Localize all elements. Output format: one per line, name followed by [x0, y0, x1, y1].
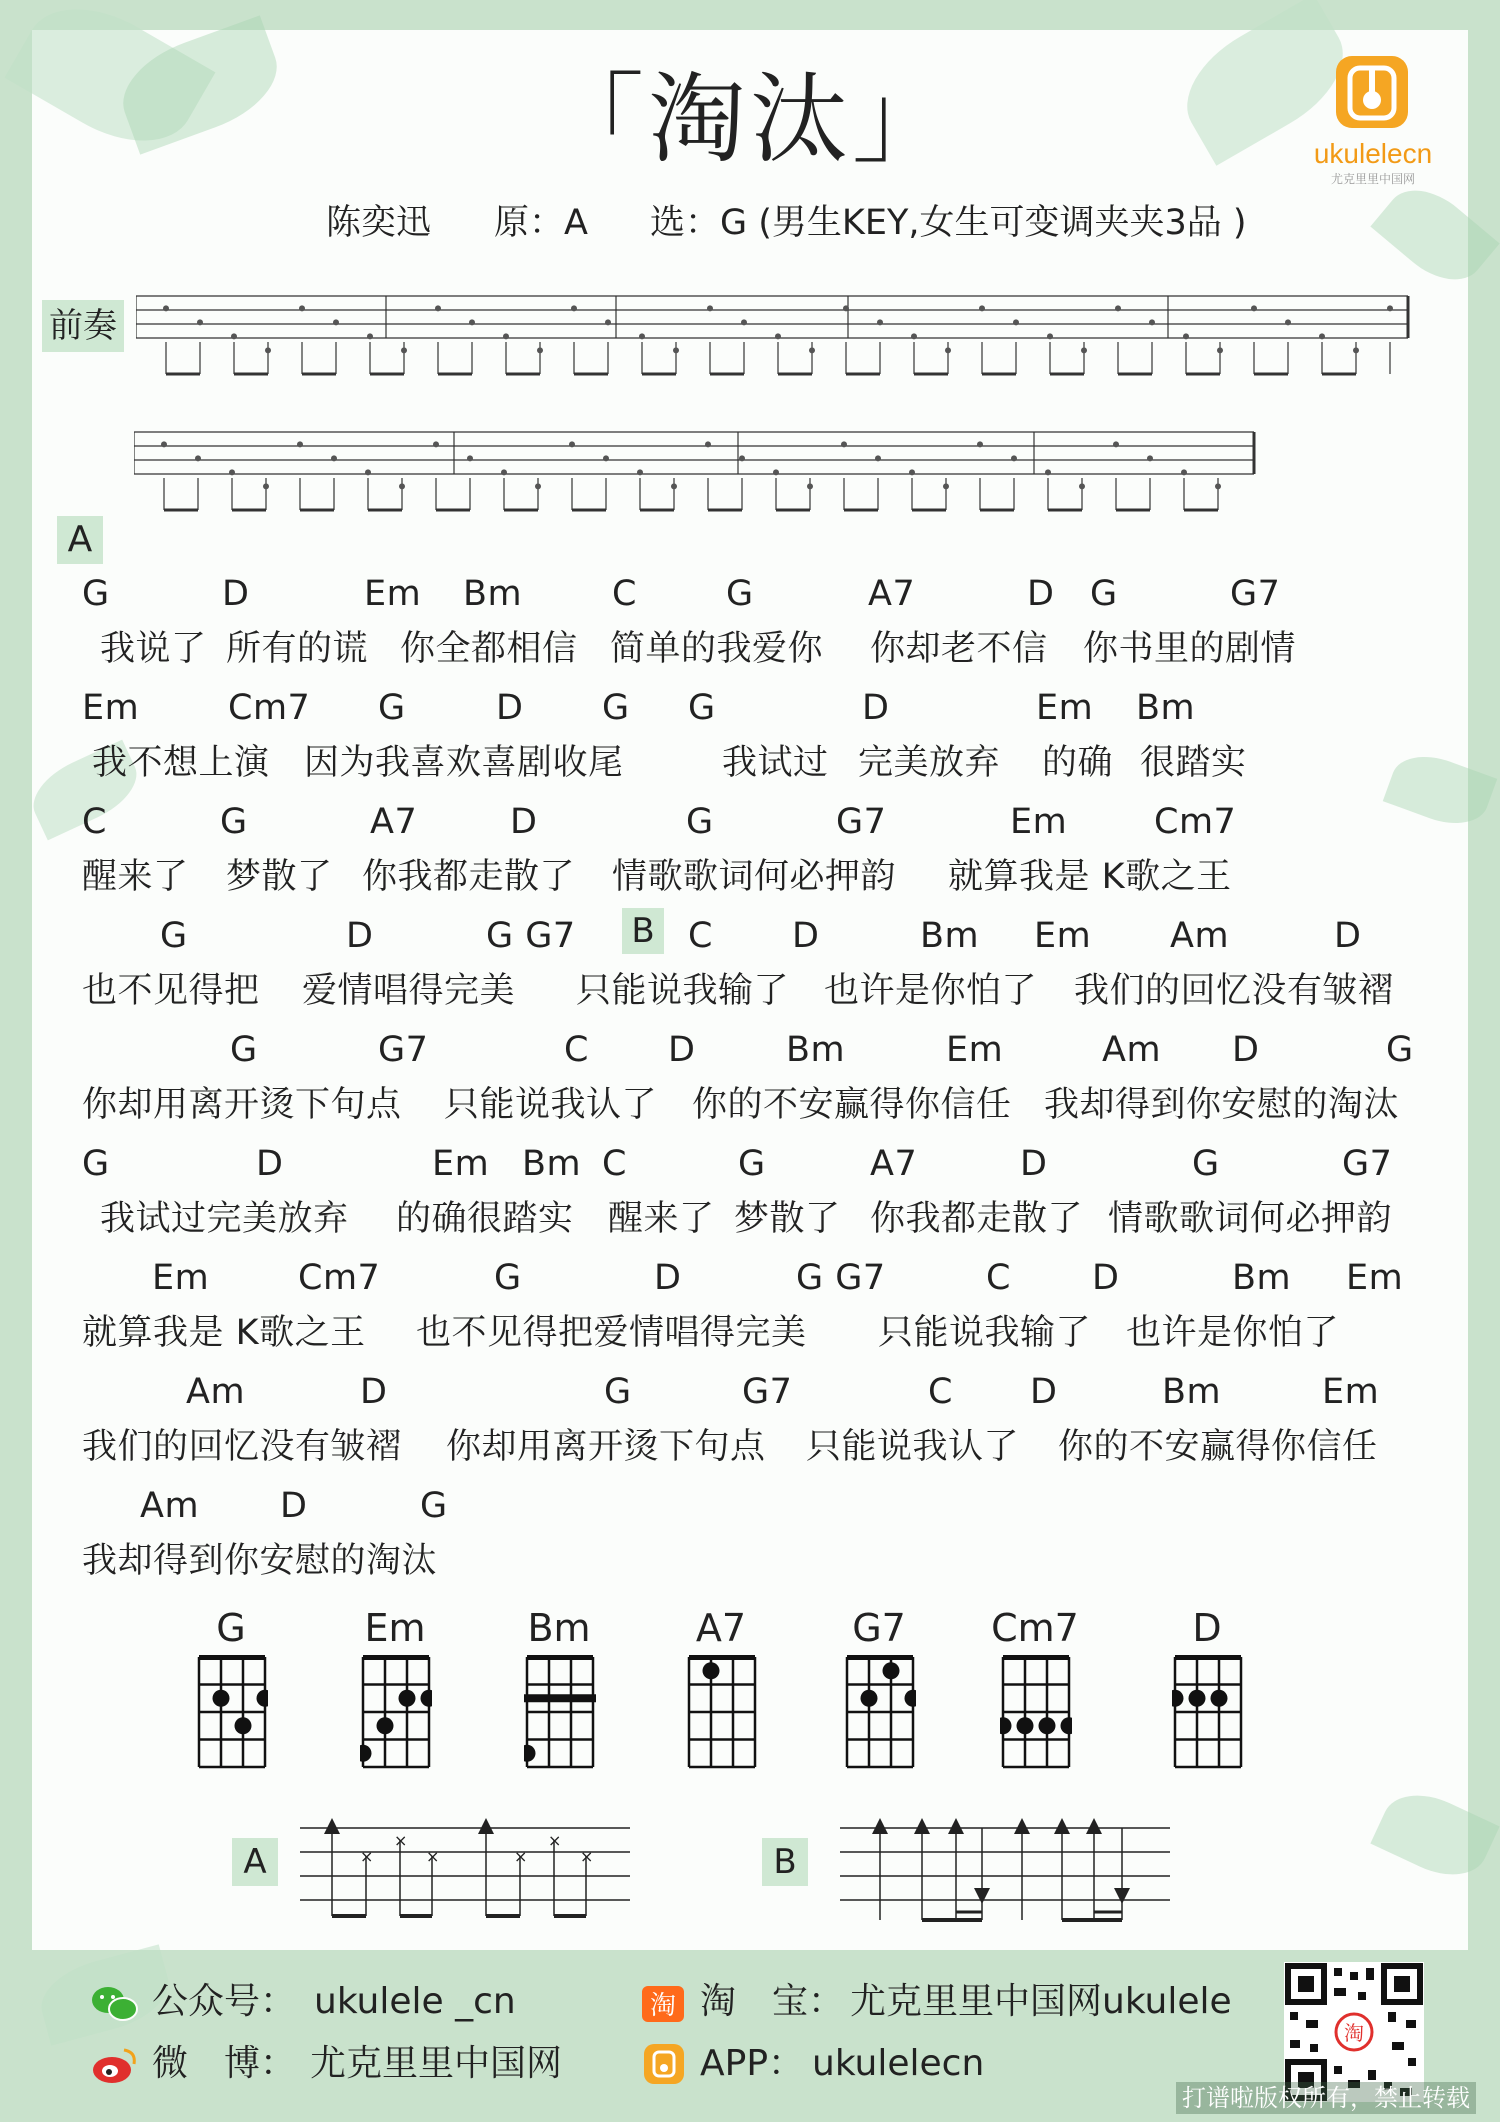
svg-text:×: × — [426, 1847, 440, 1866]
lyric-phrase: 情歌歌词何必押韵 — [612, 857, 897, 897]
wechat-account: ukulele _cn — [314, 1981, 516, 2022]
chord-chart-a7 — [686, 1654, 758, 1770]
finger-dot — [421, 1690, 433, 1707]
lyric-phrase: 的确 — [1042, 743, 1114, 783]
lyric-phrase: 你我都走散了 — [870, 1199, 1084, 1239]
taobao-label: 淘 宝： — [700, 1981, 845, 2022]
lyric-phrase: 梦散了 — [226, 857, 333, 897]
song-title: 「淘汰」 — [545, 63, 954, 177]
chord-symbol: D — [280, 1486, 308, 1526]
chord-symbol: D — [1027, 574, 1055, 614]
chord-symbol: G — [604, 1372, 632, 1412]
chord-chart-name: G — [216, 1606, 246, 1650]
finger-dot — [524, 1745, 536, 1762]
prelude-label: 前奏 — [42, 300, 124, 352]
strum-b-tag: B — [762, 1838, 808, 1886]
weibo-label: 微 博： — [152, 2043, 297, 2084]
finger-dot — [235, 1717, 252, 1734]
weibo-account: 尤克里里中国网 — [310, 2043, 563, 2084]
chord-symbol: Em — [82, 688, 140, 728]
chord-symbol: Cm7 — [1154, 802, 1237, 842]
chord-symbol: G — [602, 688, 630, 728]
chord-symbol: Bm — [1162, 1372, 1222, 1412]
lyric-phrase: 你全都相信 — [400, 629, 578, 669]
lyric-phrase: 只能说我输了 — [576, 971, 790, 1011]
chord-symbol: C — [986, 1258, 1011, 1298]
chord-chart-g — [196, 1654, 268, 1770]
original-key: 原：A — [494, 203, 588, 243]
app-icon — [642, 2042, 686, 2090]
chord-symbol: D — [1092, 1258, 1120, 1298]
taobao-icon — [640, 1982, 686, 2030]
lyric-phrase: 你的不安赢得你信任 — [692, 1085, 1012, 1125]
chord-chart-name: G7 — [852, 1606, 906, 1650]
chord-symbol: G — [82, 574, 110, 614]
chord-chart-name: Bm — [527, 1606, 591, 1650]
chord-symbol: G — [420, 1486, 448, 1526]
strum-pattern-b — [840, 1816, 1180, 1926]
chord-symbol: G G7 — [486, 916, 576, 956]
strum-a-tag: A — [232, 1838, 278, 1886]
finger-dot — [399, 1690, 416, 1707]
lyric-phrase: 也许是你怕了 — [824, 971, 1038, 1011]
wechat-icon — [90, 1984, 140, 2028]
finger-dot — [1061, 1717, 1073, 1734]
chord-symbol: C — [612, 574, 637, 614]
lyric-phrase: 你书里的剧情 — [1083, 629, 1297, 669]
chord-symbol: C — [602, 1144, 627, 1184]
lyric-phrase: 只能说我认了 — [806, 1427, 1020, 1467]
lyric-phrase: 所有的谎 — [226, 629, 369, 669]
lyric-phrase: 我说了 — [100, 629, 207, 669]
chord-symbol: Cm7 — [228, 688, 311, 728]
lyric-phrase: 完美放弃 — [858, 743, 1001, 783]
weibo-icon — [90, 2046, 140, 2090]
finger-dot — [213, 1690, 230, 1707]
svg-text:淘: 淘 — [649, 1991, 677, 2021]
copyright-notice: 打谱啦版权所有，禁止转载 — [1176, 2082, 1476, 2114]
logo-text: ukulelecn — [1313, 138, 1433, 169]
chord-symbol: A7 — [370, 802, 418, 842]
lyric-phrase: 醒来了 — [608, 1199, 715, 1239]
chord-symbol: G7 — [1342, 1144, 1393, 1184]
chord-symbol: Am — [140, 1486, 200, 1526]
wechat-label: 公众号： — [152, 1981, 297, 2022]
chord-symbol: Bm — [463, 574, 523, 614]
chord-symbol: Bm — [522, 1144, 582, 1184]
chord-symbol: Em — [1036, 688, 1094, 728]
ukulele-logo-icon — [1336, 56, 1408, 128]
chord-symbol: D — [668, 1030, 696, 1070]
app-name: ukulelecn — [812, 2043, 985, 2084]
chord-symbol: D — [1232, 1030, 1260, 1070]
chord-symbol: G — [686, 802, 714, 842]
chord-symbol: Em — [1010, 802, 1068, 842]
chord-symbol: C — [688, 916, 713, 956]
prelude-tab-line-2 — [134, 416, 1264, 526]
lyric-phrase: 你的不安赢得你信任 — [1058, 1427, 1378, 1467]
chord-symbol: D — [862, 688, 890, 728]
finger-dot — [905, 1690, 917, 1707]
chord-symbol: Em — [1322, 1372, 1380, 1412]
chord-chart-bm — [524, 1654, 596, 1770]
lyric-phrase: 爱情唱得完美 — [302, 971, 516, 1011]
chord-chart-g7 — [844, 1654, 916, 1770]
chord-symbol: G7 — [836, 802, 887, 842]
strum-pattern-a — [300, 1816, 640, 1926]
chord-symbol: G — [378, 688, 406, 728]
lyric-phrase: 的确很踏实 — [396, 1199, 574, 1239]
finger-dot — [883, 1662, 900, 1679]
lyric-phrase: 只能说我输了 — [878, 1313, 1092, 1353]
lyric-phrase: 就算我是 K歌之王 — [948, 857, 1232, 897]
chord-symbol: D — [360, 1372, 388, 1412]
chord-symbol: Am — [186, 1372, 246, 1412]
lyric-phrase: 很踏实 — [1140, 743, 1247, 783]
chord-symbol: D — [346, 916, 374, 956]
lyric-phrase: 你却老不信 — [870, 629, 1048, 669]
chord-symbol: G7 — [378, 1030, 429, 1070]
finger-dot — [377, 1717, 394, 1734]
logo-subtitle: 尤克里里中国网 — [1330, 172, 1415, 186]
chord-symbol: Bm — [786, 1030, 846, 1070]
chord-chart-name: A7 — [695, 1606, 747, 1650]
chord-chart-name: Cm7 — [991, 1606, 1079, 1650]
lyric-phrase: 我却得到你安慰的淘汰 — [82, 1541, 438, 1581]
lyric-phrase: 就算我是 K歌之王 — [82, 1313, 366, 1353]
svg-text:×: × — [514, 1847, 528, 1866]
lyric-phrase: 也不见得把爱情唱得完美 — [416, 1313, 807, 1353]
chord-symbol: G — [230, 1030, 258, 1070]
chord-symbol: D — [496, 688, 524, 728]
finger-dot — [1211, 1690, 1228, 1707]
chord-symbol: D — [792, 916, 820, 956]
chord-symbol: G — [82, 1144, 110, 1184]
chord-symbol: A7 — [870, 1144, 918, 1184]
chord-symbol: Em — [946, 1030, 1004, 1070]
lyric-phrase: 只能说我认了 — [444, 1085, 658, 1125]
chord-symbol: G7 — [1230, 574, 1281, 614]
lyric-phrase: 我们的回忆没有皱褶 — [1074, 971, 1394, 1011]
chord-symbol: Bm — [1136, 688, 1196, 728]
chord-chart-cm7 — [1000, 1654, 1072, 1770]
lyric-phrase: 你却用离开烫下句点 — [446, 1427, 766, 1467]
chord-symbol: G — [220, 802, 248, 842]
svg-text:淘: 淘 — [1344, 2021, 1364, 2045]
svg-text:×: × — [580, 1847, 594, 1866]
chord-symbol: G — [1192, 1144, 1220, 1184]
lyric-phrase: 你却用离开烫下句点 — [82, 1085, 402, 1125]
chord-symbol: C — [82, 802, 107, 842]
chord-symbol: G — [688, 688, 716, 728]
lyric-phrase: 也许是你怕了 — [1126, 1313, 1340, 1353]
chord-chart-em — [360, 1654, 432, 1770]
lyric-phrase: 情歌歌词何必押韵 — [1108, 1199, 1393, 1239]
qr-code — [1284, 1962, 1424, 2102]
finger-dot — [861, 1690, 878, 1707]
barre-mark — [524, 1694, 596, 1702]
chord-symbol: A7 — [868, 574, 916, 614]
chord-symbol: G — [726, 574, 754, 614]
lyric-phrase: 梦散了 — [734, 1199, 841, 1239]
finger-dot — [1000, 1717, 1012, 1734]
chord-symbol: G7 — [742, 1372, 793, 1412]
chord-symbol: G — [160, 916, 188, 956]
chord-symbol: D — [1334, 916, 1362, 956]
section-a-tag: A — [57, 516, 103, 564]
chord-symbol: Bm — [1232, 1258, 1292, 1298]
chord-symbol: Am — [1170, 916, 1230, 956]
lyric-phrase: 醒来了 — [82, 857, 189, 897]
chord-chart-name: D — [1192, 1606, 1222, 1650]
section-b-tag: B — [622, 908, 664, 954]
finger-dot — [703, 1662, 720, 1679]
chord-symbol: D — [510, 802, 538, 842]
lyric-phrase: 我试过完美放弃 — [100, 1199, 349, 1239]
chord-symbol: Am — [1102, 1030, 1162, 1070]
chord-symbol: Em — [1034, 916, 1092, 956]
chord-symbol: D — [1030, 1372, 1058, 1412]
finger-dot — [360, 1745, 372, 1762]
lyric-phrase: 简单的我爱你 — [610, 629, 824, 669]
chord-symbol: Bm — [920, 916, 980, 956]
chord-symbol: D — [1020, 1144, 1048, 1184]
chord-symbol: Cm7 — [298, 1258, 381, 1298]
chord-symbol: D — [222, 574, 250, 614]
finger-dot — [1189, 1690, 1206, 1707]
app-label: APP： — [700, 2043, 805, 2084]
chord-symbol: Em — [364, 574, 422, 614]
lyric-phrase: 你我都走散了 — [362, 857, 576, 897]
chord-symbol: G — [1386, 1030, 1414, 1070]
chord-symbol: G — [494, 1258, 522, 1298]
chord-symbol: D — [256, 1144, 284, 1184]
finger-dot — [257, 1690, 269, 1707]
chord-symbol: Em — [432, 1144, 490, 1184]
svg-text:×: × — [360, 1847, 374, 1866]
chord-chart-name: Em — [364, 1606, 426, 1650]
lyric-phrase: 也不见得把 — [82, 971, 260, 1011]
finger-dot — [1039, 1717, 1056, 1734]
lyric-phrase: 我却得到你安慰的淘汰 — [1044, 1085, 1400, 1125]
lyric-phrase: 我不想上演 — [92, 743, 270, 783]
chord-symbol: Em — [152, 1258, 210, 1298]
svg-text:×: × — [394, 1831, 408, 1850]
finger-dot — [1017, 1717, 1034, 1734]
chord-symbol: D — [654, 1258, 682, 1298]
artist-name: 陈奕迅 — [326, 203, 432, 243]
selected-key: 选：G (男生KEY,女生可变调夹夹3品 ) — [650, 203, 1247, 243]
lyric-phrase: 因为我喜欢喜剧收尾 — [304, 743, 624, 783]
chord-symbol: C — [564, 1030, 589, 1070]
chord-symbol: G — [1090, 574, 1118, 614]
finger-dot — [1172, 1690, 1184, 1707]
taobao-store: 尤克里里中国网ukulele — [850, 1981, 1232, 2022]
chord-chart-d — [1172, 1654, 1244, 1770]
svg-text:×: × — [548, 1831, 562, 1850]
prelude-tab-line-1 — [136, 280, 1416, 400]
lyric-phrase: 我试过 — [722, 743, 829, 783]
chord-symbol: G — [738, 1144, 766, 1184]
lyric-phrase: 我们的回忆没有皱褶 — [82, 1427, 402, 1467]
chord-symbol: Em — [1346, 1258, 1404, 1298]
chord-symbol: G G7 — [796, 1258, 886, 1298]
chord-symbol: C — [928, 1372, 953, 1412]
